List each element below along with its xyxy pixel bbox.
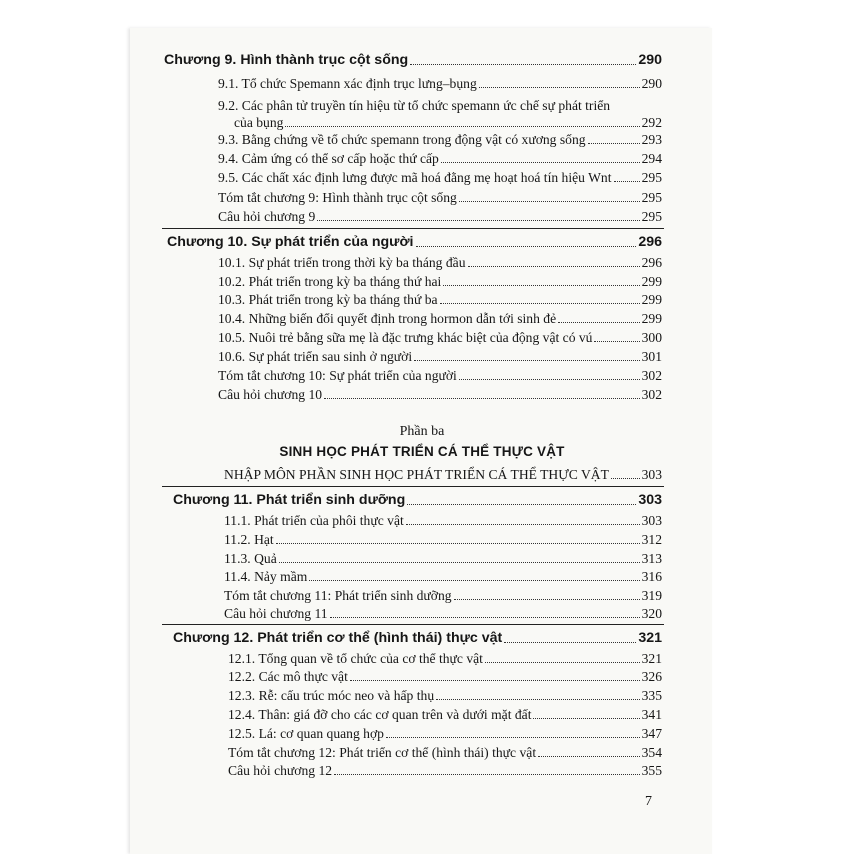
entry-title: Câu hỏi chương 12 bbox=[228, 763, 333, 778]
entry-title: 12.1. Tổng quan về tổ chức của cơ thể thực vật bbox=[228, 651, 483, 666]
entry-page: 292 bbox=[641, 115, 662, 130]
toc-entry bbox=[228, 650, 662, 667]
entry-title: 9.3. Bằng chứng về tổ chức spemann trong động vật có xương sống bbox=[218, 132, 586, 147]
toc-entry bbox=[228, 744, 662, 761]
entry-title: 11.1. Phát triển của phôi thực vật bbox=[224, 513, 404, 528]
dot-leader bbox=[407, 504, 636, 505]
toc-entry bbox=[218, 273, 662, 290]
toc-entry bbox=[224, 550, 662, 567]
entry-title: Tóm tắt chương 10: Sự phát triển của người bbox=[218, 368, 457, 383]
entry-page: 299 bbox=[641, 274, 662, 289]
entry-page: 295 bbox=[641, 209, 662, 224]
entry-page: 294 bbox=[641, 151, 662, 166]
entry-title-line1: 9.2. Các phân tử truyền tín hiệu từ tổ chức spemann ức chế sự phát triển bbox=[218, 98, 611, 113]
entry-page: 354 bbox=[641, 745, 662, 760]
toc-entry bbox=[228, 706, 662, 723]
dot-leader bbox=[414, 360, 639, 361]
dot-leader bbox=[538, 756, 640, 757]
entry-page: 290 bbox=[641, 76, 662, 91]
dot-leader bbox=[317, 220, 639, 221]
dot-leader bbox=[443, 285, 639, 286]
dot-leader bbox=[440, 303, 640, 304]
entry-page: 299 bbox=[641, 311, 662, 326]
toc-chapter-11 bbox=[173, 492, 662, 509]
entry-page: 312 bbox=[641, 532, 662, 547]
entry-title: Câu hỏi chương 11 bbox=[224, 606, 328, 621]
entry-title: Câu hỏi chương 9 bbox=[218, 209, 316, 224]
dot-leader bbox=[410, 64, 636, 65]
toc-chapter-12 bbox=[173, 630, 662, 647]
dot-leader bbox=[441, 162, 640, 163]
entry-title: 10.4. Những biến đổi quyết định trong hormon dẫn tới sinh đẻ bbox=[218, 311, 557, 326]
toc-entry bbox=[218, 291, 662, 308]
toc-entry bbox=[224, 605, 662, 622]
entry-title-continuation: của bụng bbox=[234, 115, 284, 130]
section-divider bbox=[162, 228, 664, 229]
toc-entry bbox=[218, 131, 662, 148]
dot-leader bbox=[436, 699, 639, 700]
entry-page: 295 bbox=[641, 170, 662, 185]
dot-leader bbox=[479, 87, 640, 88]
dot-leader bbox=[279, 562, 640, 563]
section-divider bbox=[162, 624, 664, 625]
dot-leader bbox=[285, 126, 639, 127]
toc-chapter-9 bbox=[164, 52, 662, 69]
toc-entry bbox=[218, 386, 662, 403]
dot-leader bbox=[504, 642, 636, 643]
toc-entry bbox=[228, 668, 662, 685]
dot-leader bbox=[558, 322, 639, 323]
entry-title: 11.2. Hạt bbox=[224, 532, 274, 547]
dot-leader bbox=[330, 617, 640, 618]
entry-title: 11.3. Quả bbox=[224, 551, 277, 566]
toc-entry bbox=[234, 114, 662, 131]
entry-title: 12.5. Lá: cơ quan quang hợp bbox=[228, 726, 384, 741]
toc-chapter-10 bbox=[167, 234, 662, 251]
dot-leader bbox=[324, 398, 640, 399]
dot-leader bbox=[386, 737, 640, 738]
entry-title: 9.5. Các chất xác định lưng được mã hoá đằng mẹ hoạt hoá tín hiệu Wnt bbox=[218, 170, 612, 185]
entry-page: 296 bbox=[641, 255, 662, 270]
toc-entry bbox=[218, 329, 662, 346]
entry-page: 320 bbox=[641, 606, 662, 621]
toc-entry bbox=[228, 687, 662, 704]
page-number: 7 bbox=[645, 794, 652, 809]
toc-entry bbox=[224, 568, 662, 585]
toc-entry bbox=[228, 725, 662, 742]
chapter-page: 290 bbox=[638, 52, 662, 68]
toc-entry bbox=[218, 310, 662, 327]
dot-leader bbox=[468, 266, 640, 267]
dot-leader bbox=[588, 143, 640, 144]
entry-page: 316 bbox=[641, 569, 662, 584]
dot-leader bbox=[594, 341, 639, 342]
dot-leader bbox=[309, 580, 639, 581]
entry-title: 10.3. Phát triển trong kỳ ba tháng thứ ba bbox=[218, 292, 438, 307]
entry-title: 12.4. Thân: giá đỡ cho các cơ quan trên và dưới mặt đất bbox=[228, 707, 532, 722]
part-title: SINH HỌC PHÁT TRIỂN CÁ THỂ THỰC VẬT bbox=[279, 444, 565, 459]
toc-entry bbox=[218, 189, 662, 206]
chapter-page: 296 bbox=[638, 234, 662, 250]
toc-entry bbox=[218, 169, 662, 186]
toc-entry bbox=[218, 254, 662, 271]
entry-page: 319 bbox=[641, 588, 662, 603]
entry-title: 9.1. Tổ chức Spemann xác định trục lưng–bụng bbox=[218, 76, 477, 91]
dot-leader bbox=[459, 201, 640, 202]
part-label: Phần ba bbox=[399, 424, 445, 439]
entry-title: Câu hỏi chương 10 bbox=[218, 387, 323, 402]
entry-title: 10.6. Sự phát triển sau sinh ở người bbox=[218, 349, 413, 364]
entry-title: Tóm tắt chương 9: Hình thành trục cột sống bbox=[218, 190, 457, 205]
entry-title: 11.4. Nảy mầm bbox=[224, 569, 308, 584]
entry-page: 341 bbox=[641, 707, 662, 722]
toc-entry bbox=[218, 348, 662, 365]
dot-leader bbox=[614, 181, 640, 182]
entry-page: 321 bbox=[641, 651, 662, 666]
intro-title: NHẬP MÔN PHẦN SINH HỌC PHÁT TRIỂN CÁ THỂ THỰC VẬT bbox=[224, 467, 609, 482]
toc-entry bbox=[218, 75, 662, 92]
entry-page: 347 bbox=[641, 726, 662, 741]
dot-leader bbox=[334, 774, 640, 775]
dot-leader bbox=[406, 524, 640, 525]
dot-leader bbox=[485, 662, 640, 663]
chapter-page: 321 bbox=[638, 630, 662, 646]
chapter-page: 303 bbox=[638, 492, 662, 508]
entry-page: 355 bbox=[641, 763, 662, 778]
toc-entry bbox=[218, 367, 662, 384]
entry-title: 10.2. Phát triển trong kỳ ba tháng thứ hai bbox=[218, 274, 442, 289]
toc-entry bbox=[224, 587, 662, 604]
dot-leader bbox=[350, 680, 640, 681]
dot-leader bbox=[454, 599, 640, 600]
entry-title: 9.4. Cảm ứng có thể sơ cấp hoặc thứ cấp bbox=[218, 151, 439, 166]
entry-page: 293 bbox=[641, 132, 662, 147]
section-divider bbox=[162, 486, 664, 487]
toc-entry bbox=[224, 531, 662, 548]
entry-page: 299 bbox=[641, 292, 662, 307]
entry-page: 300 bbox=[641, 330, 662, 345]
entry-page: 302 bbox=[641, 368, 662, 383]
entry-page: 302 bbox=[641, 387, 662, 402]
dot-leader bbox=[533, 718, 639, 719]
entry-title: Tóm tắt chương 12: Phát triển cơ thể (hình thái) thực vật bbox=[228, 745, 537, 760]
entry-page: 313 bbox=[641, 551, 662, 566]
dot-leader bbox=[459, 379, 640, 380]
entry-page: 335 bbox=[641, 688, 662, 703]
toc-entry bbox=[224, 512, 662, 529]
dot-leader bbox=[611, 478, 640, 479]
intro-page: 303 bbox=[641, 467, 662, 482]
chapter-title: Chương 10. Sự phát triển của người bbox=[167, 234, 414, 250]
entry-title: 10.5. Nuôi trẻ bằng sữa mẹ là đặc trưng khác biệt của động vật có vú bbox=[218, 330, 593, 345]
entry-page: 295 bbox=[641, 190, 662, 205]
dot-leader bbox=[276, 543, 640, 544]
chapter-title: Chương 11. Phát triển sinh dưỡng bbox=[173, 492, 406, 508]
entry-title: 12.3. Rễ: cấu trúc móc neo và hấp thụ bbox=[228, 688, 435, 703]
entry-page: 303 bbox=[641, 513, 662, 528]
dot-leader bbox=[416, 246, 637, 247]
toc-entry bbox=[218, 208, 662, 225]
entry-title: Tóm tắt chương 11: Phát triển sinh dưỡng bbox=[224, 588, 452, 603]
entry-page: 326 bbox=[641, 669, 662, 684]
chapter-title: Chương 9. Hình thành trục cột sống bbox=[164, 52, 409, 68]
entry-title: 12.2. Các mô thực vật bbox=[228, 669, 348, 684]
entry-title: 10.1. Sự phát triển trong thời kỳ ba tháng đầu bbox=[218, 255, 466, 270]
toc-entry bbox=[218, 150, 662, 167]
entry-page: 301 bbox=[641, 349, 662, 364]
chapter-title: Chương 12. Phát triển cơ thể (hình thái) thực vật bbox=[173, 630, 503, 646]
toc-part-intro bbox=[224, 466, 662, 483]
toc-entry bbox=[228, 762, 662, 779]
